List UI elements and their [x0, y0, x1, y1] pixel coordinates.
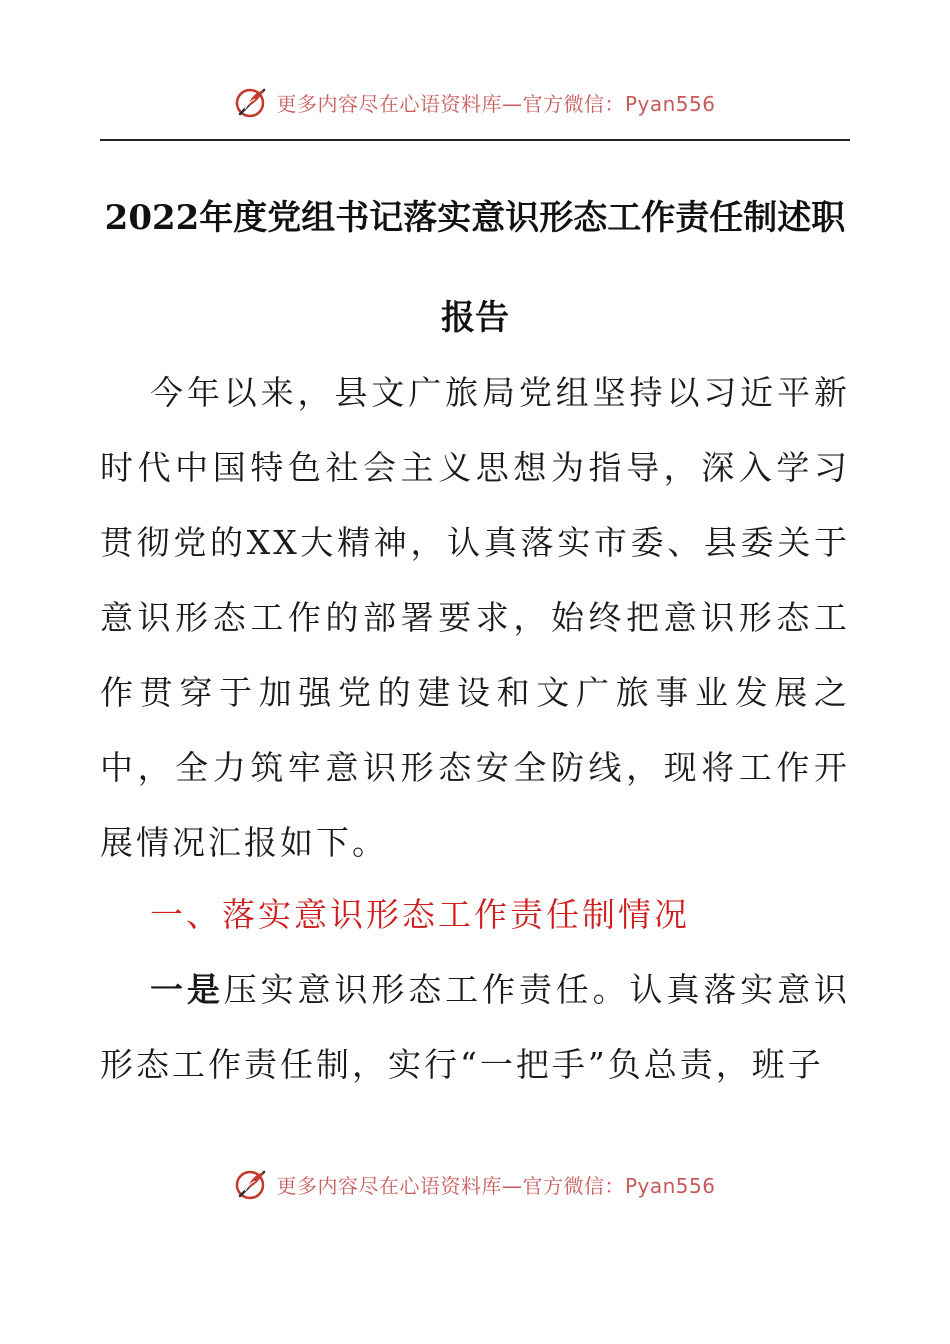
- point-paragraph: [100, 952, 850, 1102]
- footer-banner-text: 更多内容尽在心语资料库—官方微信：Pyan556: [276, 1173, 716, 1198]
- document-title: 2022年度党组书记落实意识形态工作责任制述职报告: [104, 198, 846, 338]
- header-banner: [0, 80, 950, 124]
- point-text: 压实意识形态工作责任。认真落实意识形态工作责任制，实行“一把手”负总责，班子: [100, 970, 851, 1084]
- footer-banner: [0, 1162, 950, 1206]
- feather-pen-logo-icon: [234, 1166, 270, 1202]
- footer-banner-content: [234, 1166, 715, 1202]
- header-banner-content: [234, 84, 715, 120]
- header-banner-text: 更多内容尽在心语资料库—官方微信：Pyan556: [276, 91, 716, 116]
- feather-pen-logo-icon: [234, 84, 270, 120]
- intro-paragraph: 今年以来，县文广旅局党组坚持以习近平新时代中国特色社会主义思想为指导，深入学习贯彻党的XX大精神，认真落实市委、县委关于意识形态工作的部署要求，始终把意识形态工作贯穿于加强党的建设和文广旅事业发展之中，全力筑牢意识形态安全防线，现将工作开展情况汇报如下。: [100, 373, 850, 862]
- header-divider: [100, 139, 850, 141]
- section-heading: 一、落实意识形态工作责任制情况: [150, 895, 690, 934]
- point-lead: 一是: [150, 970, 224, 1009]
